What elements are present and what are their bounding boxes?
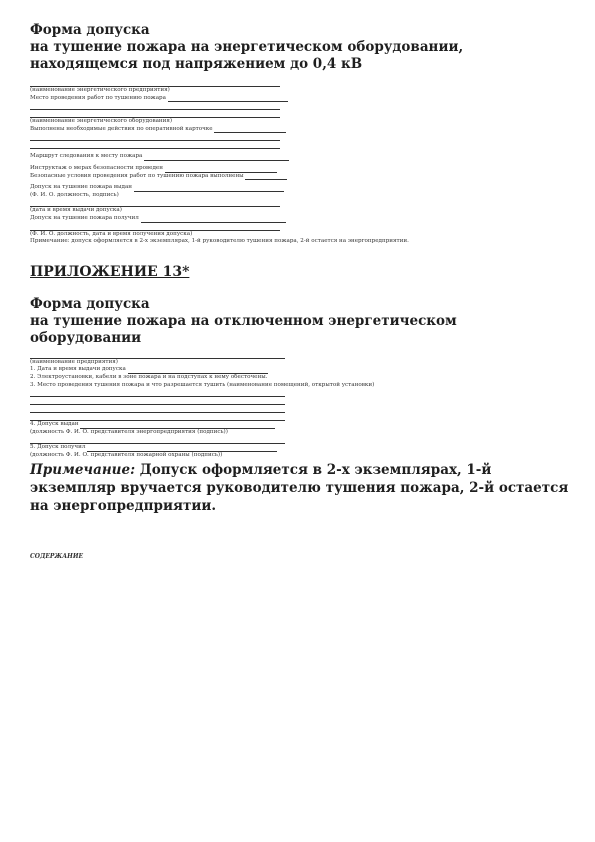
blank-line (30, 223, 280, 231)
form2-field-7: (должность Ф. И. О. представителя пожарной охраны (подпись)) (30, 451, 223, 458)
form2-field-6: 5. Допуск получил (30, 444, 570, 452)
form1-field-0: (наименование энергетического предприятия) (30, 87, 170, 93)
form1-field-11: (Ф. И. О. должность, дата и время получения допуска) (30, 230, 193, 237)
form1-field-3: Выполнены необходимые действия по оперативной карточке (30, 126, 570, 134)
blank-line (30, 389, 285, 397)
document-page (30, 22, 570, 560)
form1-field-7: Допуск на тушение пожара выдан (30, 184, 570, 192)
form1-title-line2: на тушение пожара на энергетическом оборудовании, (30, 39, 464, 55)
blank-line (30, 351, 285, 359)
appendix-heading: ПРИЛОЖЕНИЕ 13* (30, 263, 190, 280)
form2-field-2: 2. Электроустановки, кабели в зоне пожара и на подступах к нему обесточены. (30, 373, 268, 380)
form2-title (30, 296, 570, 347)
form1-field-8: (Ф. И. О. должность, подпись) (30, 191, 119, 198)
blank-line (30, 141, 280, 149)
blank-line (30, 79, 280, 87)
form1-field-4: Маршрут следования к месту пожара (30, 153, 570, 161)
blank-line (30, 405, 285, 413)
note-label: Примечание: (30, 462, 136, 479)
form2-title-line2: на тушение пожара на отключенном энергетическом оборудовании (30, 312, 457, 346)
form2-title-line1: Форма допуска (30, 295, 150, 312)
blank-line (30, 110, 280, 118)
toc-link[interactable]: СОДЕРЖАНИЕ (30, 553, 84, 561)
form1-note: Примечание: допуск оформляется в 2-х экземплярах, 1-й руководителю тушения пожара, 2-й остается на энергопредприятии. (30, 238, 409, 245)
form1-field-2: (наименование энергетического оборудования) (30, 118, 173, 125)
form1 (30, 22, 570, 246)
form1-field-1: Место проведения работ по тушению пожара (30, 95, 570, 103)
blank-line (30, 436, 285, 444)
form2-field-1: 1. Дата и время выдачи допуска (30, 366, 570, 374)
form1-field-9: (дата и время выдачи допуска) (30, 207, 122, 214)
form2-field-0: (наименование предприятия) (30, 358, 118, 365)
form2-note (30, 461, 570, 515)
form2 (30, 296, 570, 516)
form1-title-line1: Форма допуска (30, 22, 150, 38)
form1-field-5: Инструктаж о мерах безопасности проведен (30, 165, 570, 173)
form2-field-4: 4. Допуск выдан (30, 421, 570, 429)
form1-field-6: Безопасные условия проведения работ по тушению пожара выполнены (30, 173, 570, 181)
blank-line (30, 102, 280, 110)
form1-title (30, 22, 570, 73)
form2-field-3: 3. Место проведения тушения пожара и что разрешается тушить (наименование помещений, открытой установки) (30, 381, 375, 388)
form2-field-5: (должность Ф. И. О. представителя энергопредприятия (подпись)) (30, 428, 228, 435)
form1-field-10: Допуск на тушение пожара получил (30, 215, 570, 223)
blank-line (30, 397, 285, 405)
blank-line (30, 133, 280, 141)
form1-title-line3: находящемся под напряжением до 0,4 кВ (30, 56, 363, 72)
blank-line (30, 413, 285, 421)
note-text: Допуск оформляется в 2-х экземплярах, 1-й экземпляр вручается руководителю тушения пожара, 2-й остается на энергопредприятии. (30, 462, 569, 515)
